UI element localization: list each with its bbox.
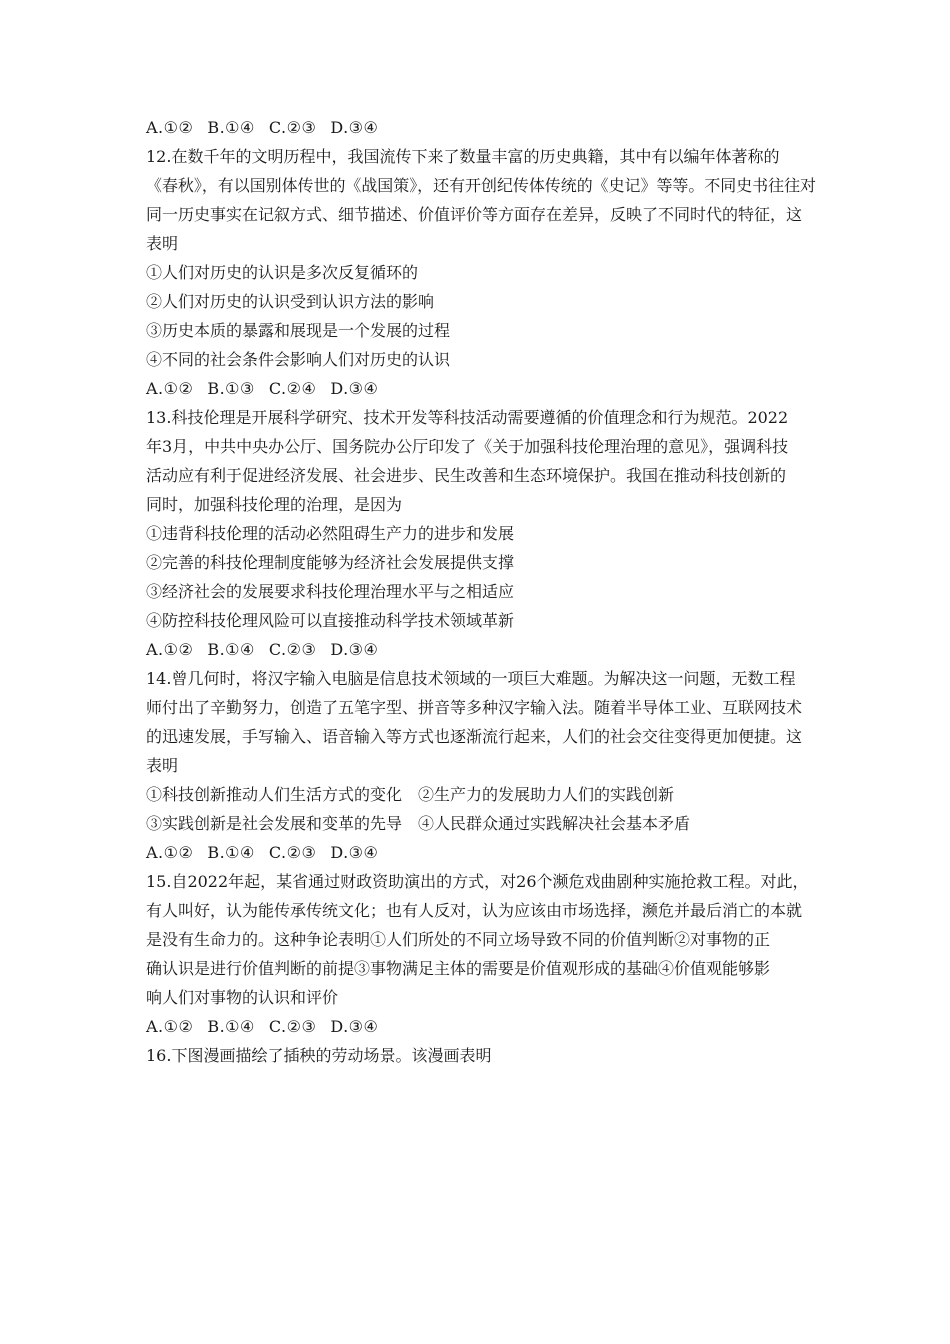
answer-option: D.③④ <box>330 379 379 398</box>
answer-options <box>146 1012 816 1041</box>
question-block <box>146 867 816 1041</box>
answer-option: B.①④ <box>207 118 255 137</box>
question-stem-line: 是没有生命力的。这种争论表明①人们所处的不同立场导致不同的价值判断②对事物的正 <box>146 930 771 949</box>
statement-line: ①违背科技伦理的活动必然阻碍生产力的进步和发展 <box>146 524 515 543</box>
question-stem-line: 同一历史事实在记叙方式、细节描述、价值评价等方面存在差异，反映了不同时代的特征，这 <box>146 205 803 224</box>
question-block <box>146 1041 816 1070</box>
question-stem-line: 16.下图漫画描绘了插秧的劳动场景。该漫画表明 <box>146 1046 492 1065</box>
question-stem-line: 《春秋》，有以国别体传世的《战国策》，还有开创纪传体传统的《史记》等等。不同史书往往对 <box>146 176 816 195</box>
question-stem-line: 的迅速发展，手写输入、语音输入等方式也逐渐流行起来，人们的社会交往变得更加便捷。这 <box>146 727 803 746</box>
question-stem-line: 师付出了辛勤努力，创造了五笔字型、拼音等多种汉字输入法。随着半导体工业、互联网技术 <box>146 698 803 717</box>
answer-option: D.③④ <box>330 640 379 659</box>
question-stem-line: 年3月，中共中央办公厅、国务院办公厅印发了《关于加强科技伦理治理的意见》，强调科技 <box>146 437 789 456</box>
answer-option: C.②④ <box>268 379 317 398</box>
statement-line: ④不同的社会条件会影响人们对历史的认识 <box>146 350 451 369</box>
answer-options <box>146 635 816 664</box>
answer-options <box>146 838 816 867</box>
answer-option: C.②③ <box>268 118 317 137</box>
statement-line: ②人们对历史的认识受到认识方法的影响 <box>146 292 435 311</box>
statement-line: ②完善的科技伦理制度能够为经济社会发展提供支撑 <box>146 553 515 572</box>
question-stem-line: 12.在数千年的文明历程中，我国流传下来了数量丰富的历史典籍，其中有以编年体著称的 <box>146 147 780 166</box>
question-stem-line: 13.科技伦理是开展科学研究、技术开发等科技活动需要遵循的价值理念和行为规范。2022 <box>146 408 789 427</box>
answer-options <box>146 374 816 403</box>
question-stem-line: 响人们对事物的认识和评价 <box>146 988 339 1007</box>
answer-option: C.②③ <box>268 843 317 862</box>
question-block <box>146 664 816 867</box>
statement-line: ③历史本质的暴露和展现是一个发展的过程 <box>146 321 451 340</box>
answer-option: C.②③ <box>268 1017 317 1036</box>
question-stem-line: 14.曾几何时，将汉字输入电脑是信息技术领域的一项巨大难题。为解决这一问题，无数工程 <box>146 669 796 688</box>
answer-option: A.①② <box>146 379 194 398</box>
answer-options <box>146 113 816 142</box>
answer-option: D.③④ <box>330 843 379 862</box>
statement-line: ③实践创新是社会发展和变革的先导 ④人民群众通过实践解决社会基本矛盾 <box>146 814 691 833</box>
question-stem-line: 活动应有利于促进经济发展、社会进步、民生改善和生态环境保护。我国在推动科技创新的 <box>146 466 787 485</box>
statement-line: ③经济社会的发展要求科技伦理治理水平与之相适应 <box>146 582 515 601</box>
question-stem-line: 有人叫好，认为能传承传统文化；也有人反对，认为应该由市场选择，濒危并最后消亡的本就 <box>146 901 803 920</box>
answer-option: A.①② <box>146 118 194 137</box>
answer-option: B.①③ <box>207 379 255 398</box>
question-stem-line: 确认识是进行价值判断的前提③事物满足主体的需要是价值观形成的基础④价值观能够影 <box>146 959 771 978</box>
answer-option: B.①④ <box>207 640 255 659</box>
answer-option: B.①④ <box>207 843 255 862</box>
question-stem-line: 表明 <box>146 756 179 775</box>
question-content <box>146 113 816 1070</box>
answer-option: C.②③ <box>268 640 317 659</box>
statement-line: ①科技创新推动人们生活方式的变化 ②生产力的发展助力人们的实践创新 <box>146 785 675 804</box>
answer-option: A.①② <box>146 1017 194 1036</box>
question-stem-line: 表明 <box>146 234 179 253</box>
answer-option: A.①② <box>146 640 194 659</box>
answer-option: A.①② <box>146 843 194 862</box>
statement-line: ①人们对历史的认识是多次反复循环的 <box>146 263 419 282</box>
answer-option: B.①④ <box>207 1017 255 1036</box>
question-block <box>146 403 816 664</box>
statement-line: ④防控科技伦理风险可以直接推动科学技术领域革新 <box>146 611 515 630</box>
question-stem-line: 同时，加强科技伦理的治理，是因为 <box>146 495 403 514</box>
question-stem-line: 15.自2022年起，某省通过财政资助演出的方式，对26个濒危戏曲剧种实施抢救工程。对此， <box>146 872 809 891</box>
answer-option: D.③④ <box>330 118 379 137</box>
question-block <box>146 142 816 403</box>
answer-option: D.③④ <box>330 1017 379 1036</box>
